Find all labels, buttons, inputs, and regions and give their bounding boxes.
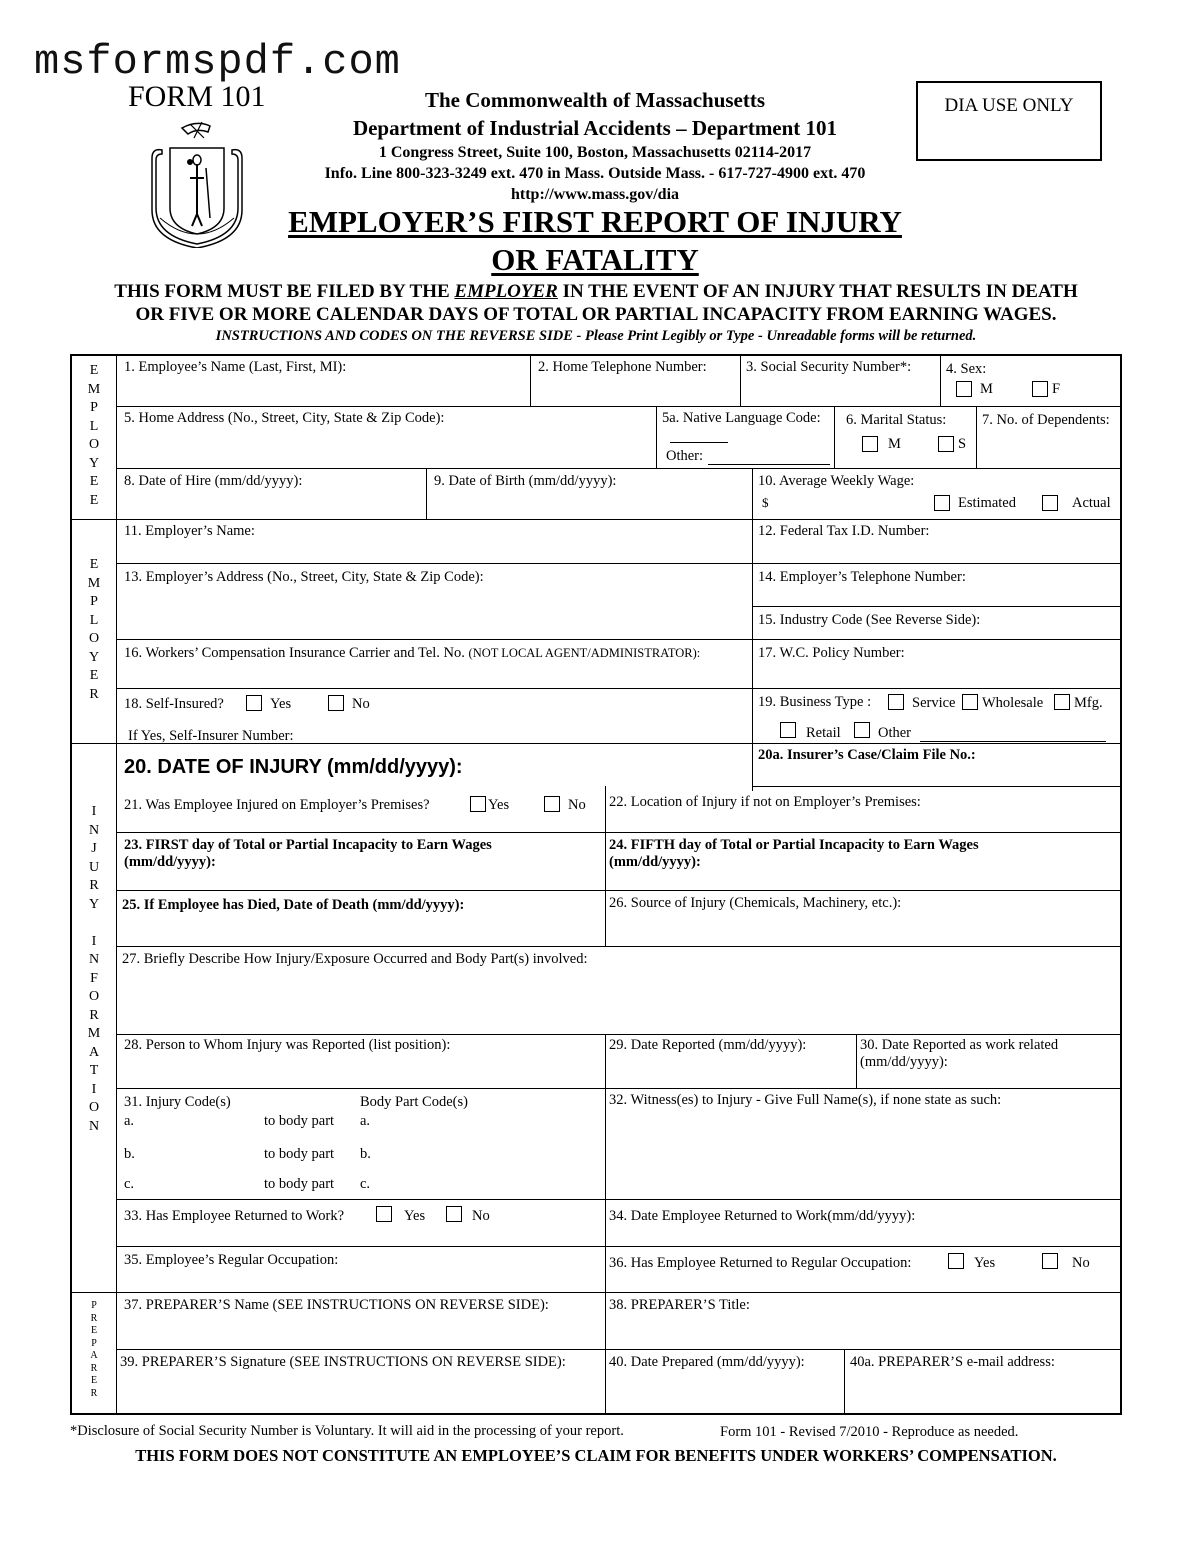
section-letter: F — [90, 970, 98, 986]
marital-m-label: M — [888, 436, 901, 452]
field-33-returned-to-work: 33. Has Employee Returned to Work? — [124, 1208, 345, 1224]
field-27-injury-description[interactable]: 27. Briefly Describe How Injury/Exposure Occurred and Body Part(s) involved: — [122, 951, 588, 967]
section-label-employer — [72, 556, 116, 704]
section-letter: R — [90, 1387, 98, 1399]
section-letter: I — [91, 804, 97, 819]
wage-dollar-sign: $ — [762, 495, 769, 510]
field-3-ssn[interactable]: 3. Social Security Number*: — [746, 359, 912, 375]
field-37-preparer-name[interactable]: 37. PREPARER’S Name (SEE INSTRUCTIONS ON REVERSE SIDE): — [124, 1297, 549, 1313]
field-22-location-of-injury[interactable]: 22. Location of Injury if not on Employer’s Premises: — [609, 794, 921, 810]
section-letter: E — [90, 1325, 98, 1336]
section-letter: E — [90, 1375, 98, 1386]
sex-f-checkbox[interactable] — [1032, 381, 1048, 397]
field-5a-other[interactable]: Other: — [666, 448, 704, 464]
section-letter: P — [91, 1300, 97, 1311]
marital-m-checkbox[interactable] — [862, 436, 878, 452]
section-letter: I — [91, 1081, 97, 1097]
section-label-injury-information — [72, 803, 116, 1136]
field-5-home-address[interactable]: 5. Home Address (No., Street, City, State & Zip Code): — [124, 410, 445, 426]
form-grid — [70, 354, 1122, 1415]
field-20a-claim-file-no[interactable]: 20a. Insurer’s Case/Claim File No.: — [758, 747, 976, 763]
section-letter: J — [91, 841, 97, 856]
field-38-preparer-title[interactable]: 38. PREPARER’S Title: — [609, 1297, 750, 1313]
wage-estimated-label: Estimated — [958, 495, 1016, 511]
to-body-part-a: to body part — [264, 1113, 335, 1129]
field-23-first-day-incapacity[interactable]: 23. FIRST day of Total or Partial Incapacity to Earn Wages (mm/dd/yyyy): — [124, 837, 492, 870]
premises-yes-label: Yes — [488, 797, 510, 813]
ssn-disclosure-note: *Disclosure of Social Security Number is Voluntary. It will aid in the processing of your report. — [70, 1423, 624, 1439]
section-letter: M — [87, 381, 101, 397]
wage-actual-label: Actual — [1072, 495, 1111, 511]
business-retail-label: Retail — [806, 725, 841, 741]
field-35-regular-occupation[interactable]: 35. Employee’s Regular Occupation: — [124, 1252, 339, 1268]
field-9-date-of-birth[interactable]: 9. Date of Birth (mm/dd/yyyy): — [434, 473, 617, 489]
field-25-date-of-death[interactable]: 25. If Employee has Died, Date of Death (mm/dd/yyyy): — [122, 897, 465, 913]
field-8-date-of-hire[interactable]: 8. Date of Hire (mm/dd/yyyy): — [124, 473, 303, 489]
business-other-label: Other — [878, 725, 912, 741]
section-letter: E — [89, 474, 99, 489]
form-title-line2: OR FATALITY — [491, 242, 699, 277]
field-2-home-telephone[interactable]: 2. Home Telephone Number: — [538, 359, 707, 375]
section-letter: P — [90, 594, 98, 609]
sex-f-label: F — [1052, 381, 1061, 397]
regular-occ-no-label: No — [1072, 1255, 1090, 1271]
field-34-date-returned[interactable]: 34. Date Employee Returned to Work(mm/dd/yyyy): — [609, 1208, 916, 1224]
premises-no-checkbox[interactable] — [544, 796, 560, 812]
self-insured-yes-label: Yes — [270, 696, 292, 712]
section-letter: N — [88, 822, 100, 838]
section-letter: R — [89, 878, 99, 893]
field-28-reported-to[interactable]: 28. Person to Whom Injury was Reported (list position): — [124, 1037, 451, 1053]
section-letter: L — [89, 612, 99, 628]
field-31-injury-codes: 31. Injury Code(s) — [124, 1094, 231, 1110]
returned-work-yes-checkbox[interactable] — [376, 1206, 392, 1222]
field-26-source-of-injury[interactable]: 26. Source of Injury (Chemicals, Machinery, etc.): — [609, 895, 902, 911]
section-letter: E — [89, 668, 99, 683]
website: http://www.mass.gov/dia — [510, 186, 680, 203]
dia-use-only-box: DIA USE ONLY — [916, 81, 1102, 161]
returned-work-no-label: No — [472, 1208, 490, 1224]
claim-disclaimer: THIS FORM DOES NOT CONSTITUTE AN EMPLOYEE’S CLAIM FOR BENEFITS UNDER WORKERS’ COMPENSATION. — [135, 1446, 1057, 1465]
section-letter: U — [88, 859, 100, 875]
section-letter: P — [91, 1337, 97, 1349]
field-30-date-reported-work-related[interactable]: 30. Date Reported as work related (mm/dd/yyyy): — [860, 1037, 1059, 1070]
form-number: FORM 101 — [128, 80, 266, 113]
field-39-preparer-signature[interactable]: 39. PREPARER’S Signature (SEE INSTRUCTIONS ON REVERSE SIDE): — [120, 1354, 566, 1370]
self-insured-no-label: No — [352, 696, 370, 712]
business-service-checkbox[interactable] — [888, 694, 904, 710]
section-letter: R — [90, 1312, 98, 1324]
field-14-employer-telephone[interactable]: 14. Employer’s Telephone Number: — [758, 569, 966, 585]
dept-address: 1 Congress Street, Suite 100, Boston, Massachusetts 02114-2017 — [378, 144, 812, 161]
marital-s-checkbox[interactable] — [938, 436, 954, 452]
section-letter — [72, 914, 116, 933]
returned-work-yes-label: Yes — [404, 1208, 426, 1224]
section-letter: I — [91, 933, 97, 949]
regular-occ-no-checkbox[interactable] — [1042, 1253, 1058, 1269]
field-40a-preparer-email[interactable]: 40a. PREPARER’S e-mail address: — [850, 1354, 1055, 1370]
section-letter: Y — [88, 455, 100, 471]
section-letter: M — [87, 575, 101, 591]
business-service-label: Service — [912, 695, 956, 711]
field-16-wc-carrier[interactable]: 16. Workers’ Compensation Insurance Carrier and Tel. No. (NOT LOCAL AGENT/ADMINISTRATOR): — [124, 645, 701, 661]
section-letter: R — [89, 686, 99, 702]
filing-notice-line2: OR FIVE OR MORE CALENDAR DAYS OF TOTAL OR PARTIAL INCAPACITY FROM EARNING WAGES. — [135, 304, 1057, 325]
self-insured-yes-checkbox[interactable] — [246, 695, 262, 711]
section-letter: Y — [88, 649, 100, 665]
filing-notice: THIS FORM MUST BE FILED BY THE EMPLOYER IN THE EVENT OF AN INJURY THAT RESULTS IN DEATH — [114, 281, 1078, 302]
section-label-employee — [72, 362, 116, 510]
section-letter: A — [88, 1044, 100, 1060]
instructions: INSTRUCTIONS AND CODES ON THE REVERSE SIDE - Please Print Legibly or Type - Unreadable forms will be returned. — [215, 328, 977, 344]
section-letter: R — [90, 1362, 98, 1374]
section-label-preparer — [72, 1300, 116, 1400]
section-letter: O — [88, 1100, 100, 1115]
field-17-wc-policy-number[interactable]: 17. W.C. Policy Number: — [758, 645, 905, 661]
form-title-line1: EMPLOYER’S FIRST REPORT OF INJURY — [288, 204, 902, 239]
field-20-date-of-injury[interactable]: 20. DATE OF INJURY (mm/dd/yyyy): — [124, 756, 463, 778]
field-29-date-reported[interactable]: 29. Date Reported (mm/dd/yyyy): — [609, 1037, 807, 1053]
section-letter: T — [89, 1063, 99, 1078]
business-wholesale-label: Wholesale — [982, 695, 1044, 711]
form-revision: Form 101 - Revised 7/2010 - Reproduce as needed. — [720, 1424, 1019, 1440]
returned-work-no-checkbox[interactable] — [446, 1206, 462, 1222]
section-letter: E — [89, 492, 99, 508]
section-letter: E — [89, 363, 99, 378]
org-name: The Commonwealth of Massachusetts — [424, 88, 766, 112]
field-32-witnesses[interactable]: 32. Witness(es) to Injury - Give Full Name(s), if none state as such: — [609, 1092, 1002, 1108]
section-letter: A — [90, 1350, 98, 1361]
field-10-average-weekly-wage[interactable]: 10. Average Weekly Wage: — [758, 473, 915, 489]
to-body-part-c: to body part — [264, 1176, 335, 1192]
body-part-code-c[interactable]: c. — [360, 1176, 371, 1192]
regular-occ-yes-checkbox[interactable] — [948, 1253, 964, 1269]
field-19-business-type: 19. Business Type : — [758, 694, 872, 710]
business-mfg-checkbox[interactable] — [1054, 694, 1070, 710]
section-letter: O — [88, 631, 100, 646]
body-part-code-b[interactable]: b. — [360, 1146, 371, 1162]
sex-m-checkbox[interactable] — [956, 381, 972, 397]
self-insurer-number[interactable]: If Yes, Self-Insurer Number: — [128, 728, 294, 744]
sex-m-label: M — [980, 381, 993, 397]
dept-name: Department of Industrial Accidents – Department 101 — [352, 116, 838, 140]
field-7-dependents[interactable]: 7. No. of Dependents: — [982, 412, 1110, 428]
field-12-federal-tax-id[interactable]: 12. Federal Tax I.D. Number: — [758, 523, 930, 539]
section-letter: N — [88, 1118, 100, 1134]
field-11-employer-name[interactable]: 11. Employer’s Name: — [124, 523, 255, 539]
premises-no-label: No — [568, 797, 586, 813]
field-18-self-insured: 18. Self-Insured? — [124, 696, 224, 712]
business-retail-checkbox[interactable] — [780, 722, 796, 738]
section-letter: O — [88, 437, 100, 452]
business-mfg-label: Mfg. — [1074, 695, 1103, 711]
field-13-employer-address[interactable]: 13. Employer’s Address (No., Street, City, State & Zip Code): — [124, 569, 484, 585]
business-other-checkbox[interactable] — [854, 722, 870, 738]
self-insured-no-checkbox[interactable] — [328, 695, 344, 711]
section-letter: P — [90, 400, 98, 415]
business-wholesale-checkbox[interactable] — [962, 694, 978, 710]
injury-code-a[interactable]: a. — [124, 1113, 135, 1129]
injury-code-b[interactable]: b. — [124, 1146, 135, 1162]
field-21-injured-on-premises: 21. Was Employee Injured on Employer’s Premises? — [124, 797, 430, 813]
wage-estimated-checkbox[interactable] — [934, 495, 950, 511]
wage-actual-checkbox[interactable] — [1042, 495, 1058, 511]
state-seal-icon — [142, 118, 252, 248]
to-body-part-b: to body part — [264, 1146, 335, 1162]
body-part-codes-label: Body Part Code(s) — [360, 1094, 468, 1110]
field-24-fifth-day-incapacity[interactable]: 24. FIFTH day of Total or Partial Incapacity to Earn Wages (mm/dd/yyyy): — [609, 837, 979, 870]
section-letter: Y — [88, 896, 100, 912]
regular-occ-yes-label: Yes — [974, 1255, 996, 1271]
field-40-date-prepared[interactable]: 40. Date Prepared (mm/dd/yyyy): — [609, 1354, 805, 1370]
info-line: Info. Line 800-323-3249 ext. 470 in Mass. Outside Mass. - 617-727-4900 ext. 470 — [324, 165, 866, 182]
body-part-code-a[interactable]: a. — [360, 1113, 371, 1129]
marital-s-label: S — [958, 436, 967, 452]
section-letter: N — [88, 952, 100, 967]
section-letter: L — [89, 418, 99, 434]
injury-code-c[interactable]: c. — [124, 1176, 135, 1192]
field-36-returned-regular-occupation: 36. Has Employee Returned to Regular Occupation: — [609, 1255, 912, 1271]
watermark: msformspdf.com — [34, 38, 401, 86]
field-6-marital-status: 6. Marital Status: — [846, 412, 947, 428]
section-letter: O — [88, 989, 100, 1004]
section-letter: R — [89, 1007, 99, 1023]
section-letter: M — [87, 1026, 101, 1041]
field-5a-native-language[interactable]: 5a. Native Language Code: — [662, 410, 821, 426]
field-4-sex: 4. Sex: — [946, 361, 987, 377]
section-letter: E — [89, 557, 99, 572]
field-15-industry-code[interactable]: 15. Industry Code (See Reverse Side): — [758, 612, 981, 628]
field-1-employee-name[interactable]: 1. Employee’s Name (Last, First, MI): — [124, 359, 347, 375]
premises-yes-checkbox[interactable] — [470, 796, 486, 812]
